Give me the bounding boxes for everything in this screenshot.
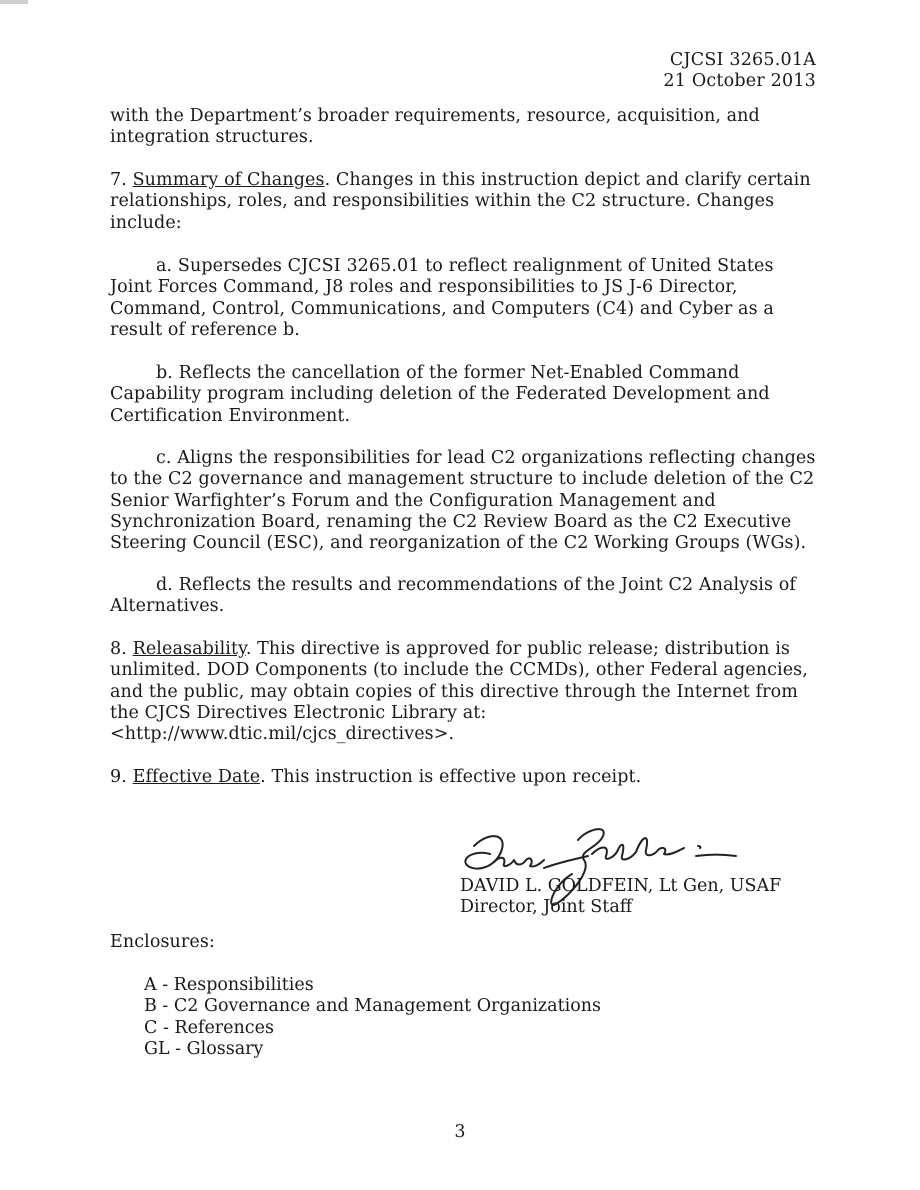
paragraph-7-heading: Summary of Changes xyxy=(132,170,325,190)
paragraph-7-text: . Changes in this instruction depict and clarify certain relationships, roles, and responsibilities within the C2 structure. Changes include: xyxy=(110,170,811,233)
paragraph-9-heading: Effective Date xyxy=(132,767,261,787)
continuation-paragraph xyxy=(110,106,820,149)
paragraph-8-number: 8. xyxy=(110,639,127,659)
list-item: A - Responsibilities xyxy=(144,975,314,995)
list-item: C - References xyxy=(144,1017,274,1038)
paragraph-7-number: 7. xyxy=(110,170,127,190)
paragraph-8-heading: Releasability xyxy=(132,639,246,659)
paragraph-8 xyxy=(110,639,820,745)
paragraph-7 xyxy=(110,170,820,234)
continuation-text: with the Department’s broader requirements, resource, acquisition, and integration structures. xyxy=(110,106,760,148)
enclosures-label: Enclosures: xyxy=(110,932,215,952)
paragraph-7d xyxy=(110,575,820,618)
directives-library-link: <http://www.dtic.mil/cjcs_directives>. xyxy=(110,724,455,745)
paragraph-7c-text: c. Aligns the responsibilities for lead C2 organizations reflecting changes to the C2 governance and management structure to include deletion of the C2 Senior Warfighter’s Forum and the Configuration Management and Synchronization Board, renaming the C2 Review Board as the C2 Executive Steering Council (ESC), and reorganization of the C2 Working Groups (WGs). xyxy=(110,448,816,554)
paragraph-9-number: 9. xyxy=(110,767,127,787)
document-header xyxy=(663,50,816,92)
paragraph-7a xyxy=(110,256,820,341)
paragraph-8-text: . This directive is approved for public release; distribution is unlimited. DOD Components (to include the CCMDs), other Federal agencies, and the public, may obtain copies of this directive through the Internet from the CJCS Directives Electronic Library at: xyxy=(110,639,808,723)
list-item: GL - Glossary xyxy=(144,1038,264,1059)
enclosures-heading xyxy=(110,932,820,953)
document-date: 21 October 2013 xyxy=(663,71,816,91)
paragraph-7b xyxy=(110,363,820,427)
signatory-name: DAVID L. GOLDFEIN, Lt Gen, USAF xyxy=(460,876,782,896)
paragraph-7c xyxy=(110,448,820,554)
paragraph-9 xyxy=(110,767,820,788)
signature-block xyxy=(460,826,820,921)
page-number: 3 xyxy=(454,1122,466,1142)
paragraph-7b-text: b. Reflects the cancellation of the former Net-Enabled Command Capability program including deletion of the Federated Development and Certification Environment. xyxy=(110,363,770,426)
document-id: CJCSI 3265.01A xyxy=(669,50,816,70)
signatory-title: Director, Joint Staff xyxy=(460,897,633,917)
scan-corner-mark xyxy=(0,0,28,4)
paragraph-9-text: . This instruction is effective upon receipt. xyxy=(260,767,642,787)
enclosures-list xyxy=(144,975,601,1060)
paragraph-7d-text: d. Reflects the results and recommendations of the Joint C2 Analysis of Alternatives. xyxy=(110,575,796,617)
paragraph-7a-text: a. Supersedes CJCSI 3265.01 to reflect realignment of United States Joint Forces Command, J8 roles and responsibilities to JS J-6 Director, Command, Control, Communications, and Computers (C4) and Cyber as a result of reference b. xyxy=(110,256,774,340)
list-item: B - C2 Governance and Management Organizations xyxy=(144,996,601,1017)
